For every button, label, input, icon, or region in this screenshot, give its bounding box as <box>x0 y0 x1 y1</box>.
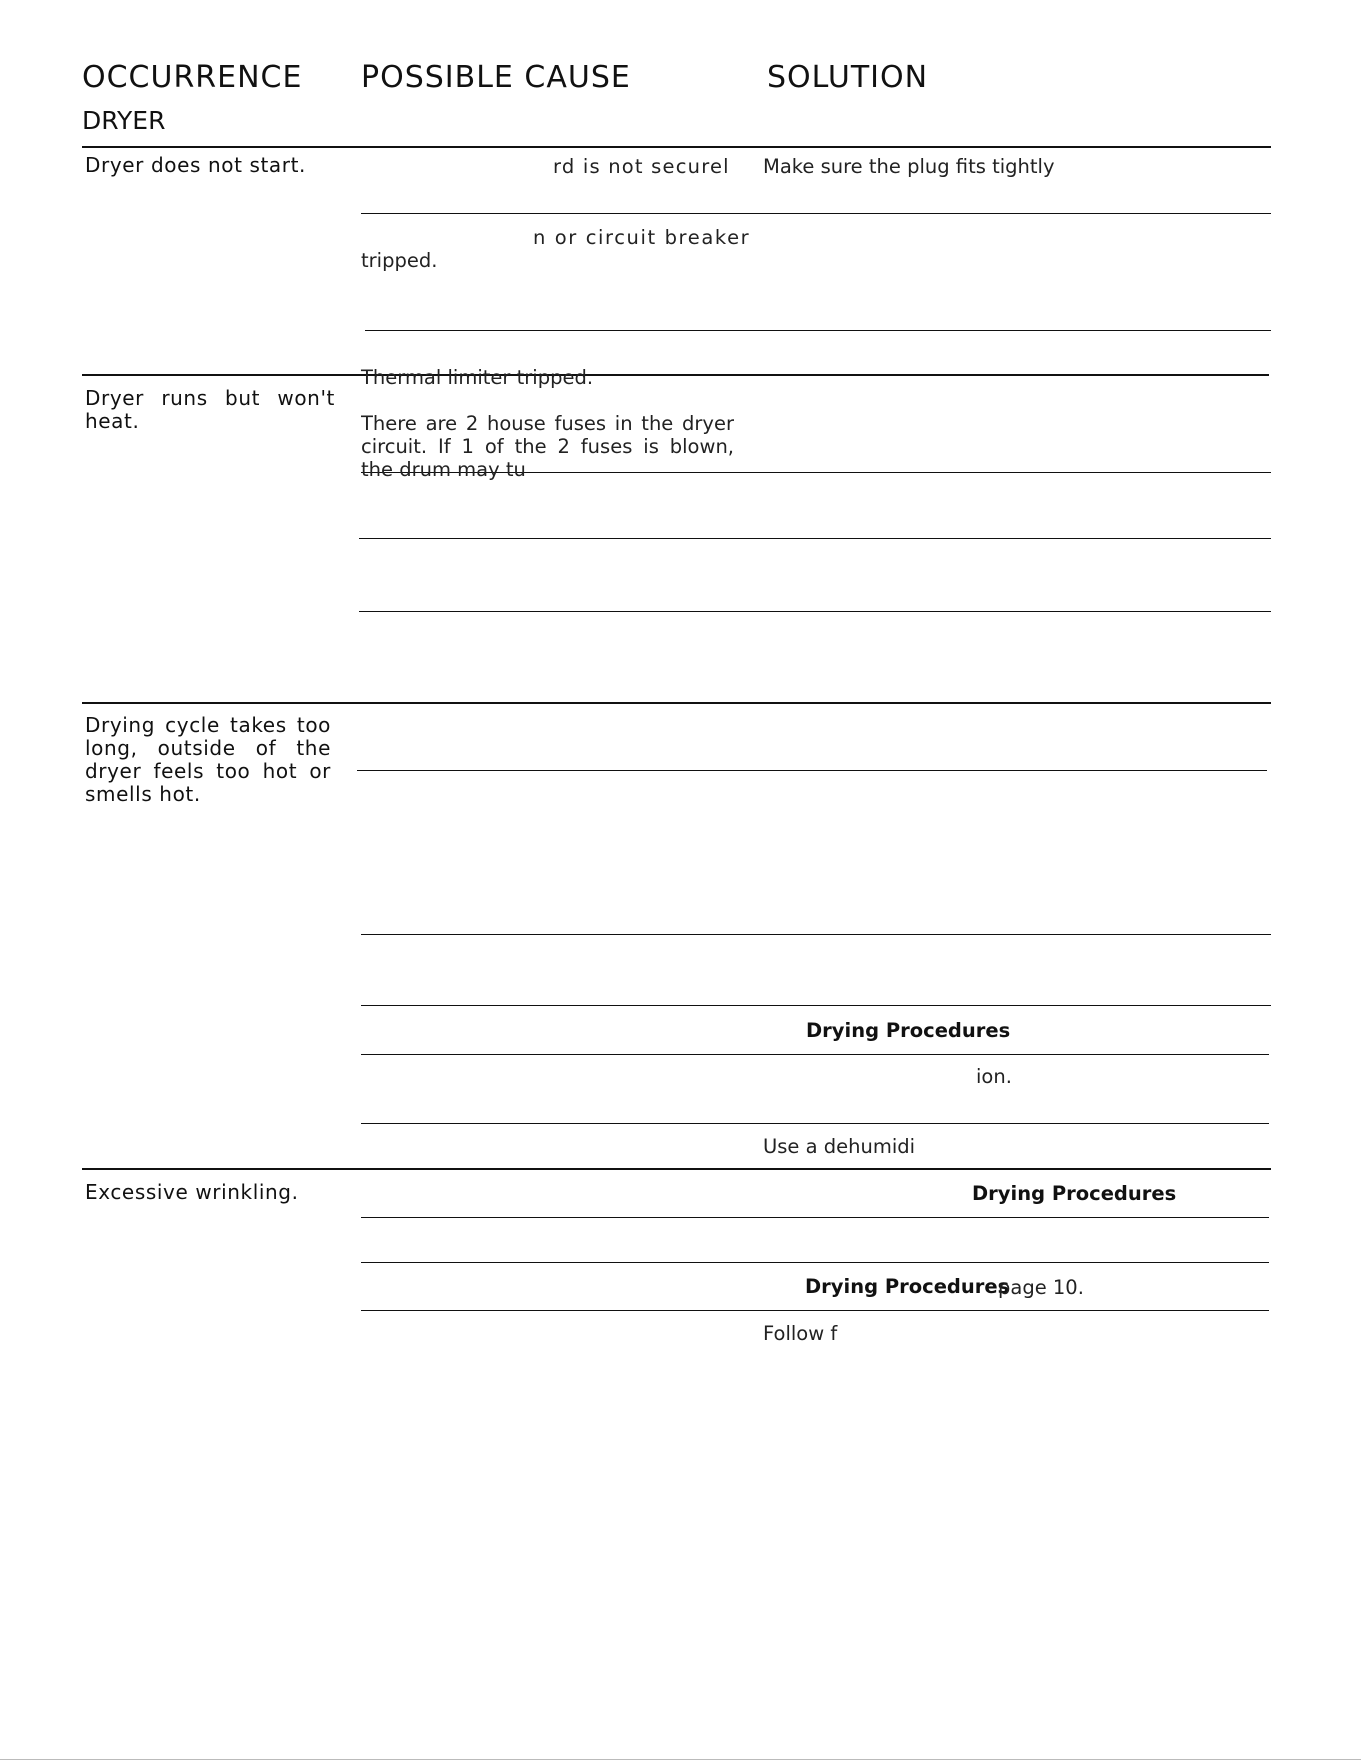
occurrence-excessive-wrinkling: Excessive wrinkling. <box>85 1180 299 1204</box>
header-divider <box>82 146 1271 148</box>
column-header-possible-cause: POSSIBLE CAUSE <box>361 60 631 95</box>
cause-fuse-or-breaker-line2: tripped. <box>361 249 438 272</box>
cause-two-house-fuses: There are 2 house fuses in the dryer circuit. If 1 of the 2 fuses is blown, the drum may tu <box>361 412 734 480</box>
solution-drying-procedures-link[interactable]: Drying Procedures <box>972 1182 1177 1205</box>
page-bottom-border <box>0 1759 1361 1760</box>
solution-page-reference: page 10. <box>998 1276 1084 1299</box>
row-divider <box>357 770 1267 771</box>
row-divider <box>361 1217 1269 1218</box>
row-divider <box>361 934 1271 935</box>
solution-drying-procedures-link[interactable]: Drying Procedures <box>805 1275 1010 1298</box>
row-divider <box>365 330 1271 331</box>
section-divider <box>82 702 1271 704</box>
cause-cord-not-secure: rd is not securel <box>553 155 730 178</box>
solution-drying-procedures-link[interactable]: Drying Procedures <box>806 1019 1011 1042</box>
occurrence-drying-too-long: Drying cycle takes too long, outside of the dryer feels too hot or smells hot. <box>85 713 331 806</box>
column-header-occurrence: OCCURRENCE <box>82 60 303 95</box>
occurrence-dryer-does-not-start: Dryer does not start. <box>85 153 307 177</box>
solution-ion: ion. <box>976 1065 1012 1088</box>
occurrence-runs-no-heat: Dryer runs but won't heat. <box>85 386 335 433</box>
row-divider <box>359 611 1271 612</box>
section-divider <box>82 374 1269 376</box>
solution-follow: Follow f <box>763 1322 838 1345</box>
row-divider <box>361 1123 1269 1124</box>
section-title-dryer: DRYER <box>82 106 166 135</box>
cause-thermal-limiter: Thermal limiter tripped. <box>361 366 594 389</box>
solution-use-dehumidifier: Use a dehumidi <box>763 1135 916 1158</box>
row-divider <box>361 1262 1269 1263</box>
cause-fuse-or-breaker-line1: n or circuit breaker <box>533 226 751 249</box>
row-divider <box>361 1005 1271 1006</box>
column-header-solution: SOLUTION <box>767 60 929 95</box>
section-divider <box>82 1168 1271 1170</box>
row-divider <box>361 213 1271 214</box>
row-divider <box>361 1310 1269 1311</box>
row-divider <box>361 1054 1269 1055</box>
solution-plug-fits-tightly: Make sure the plug fits tightly <box>763 155 1055 178</box>
row-divider <box>359 538 1271 539</box>
